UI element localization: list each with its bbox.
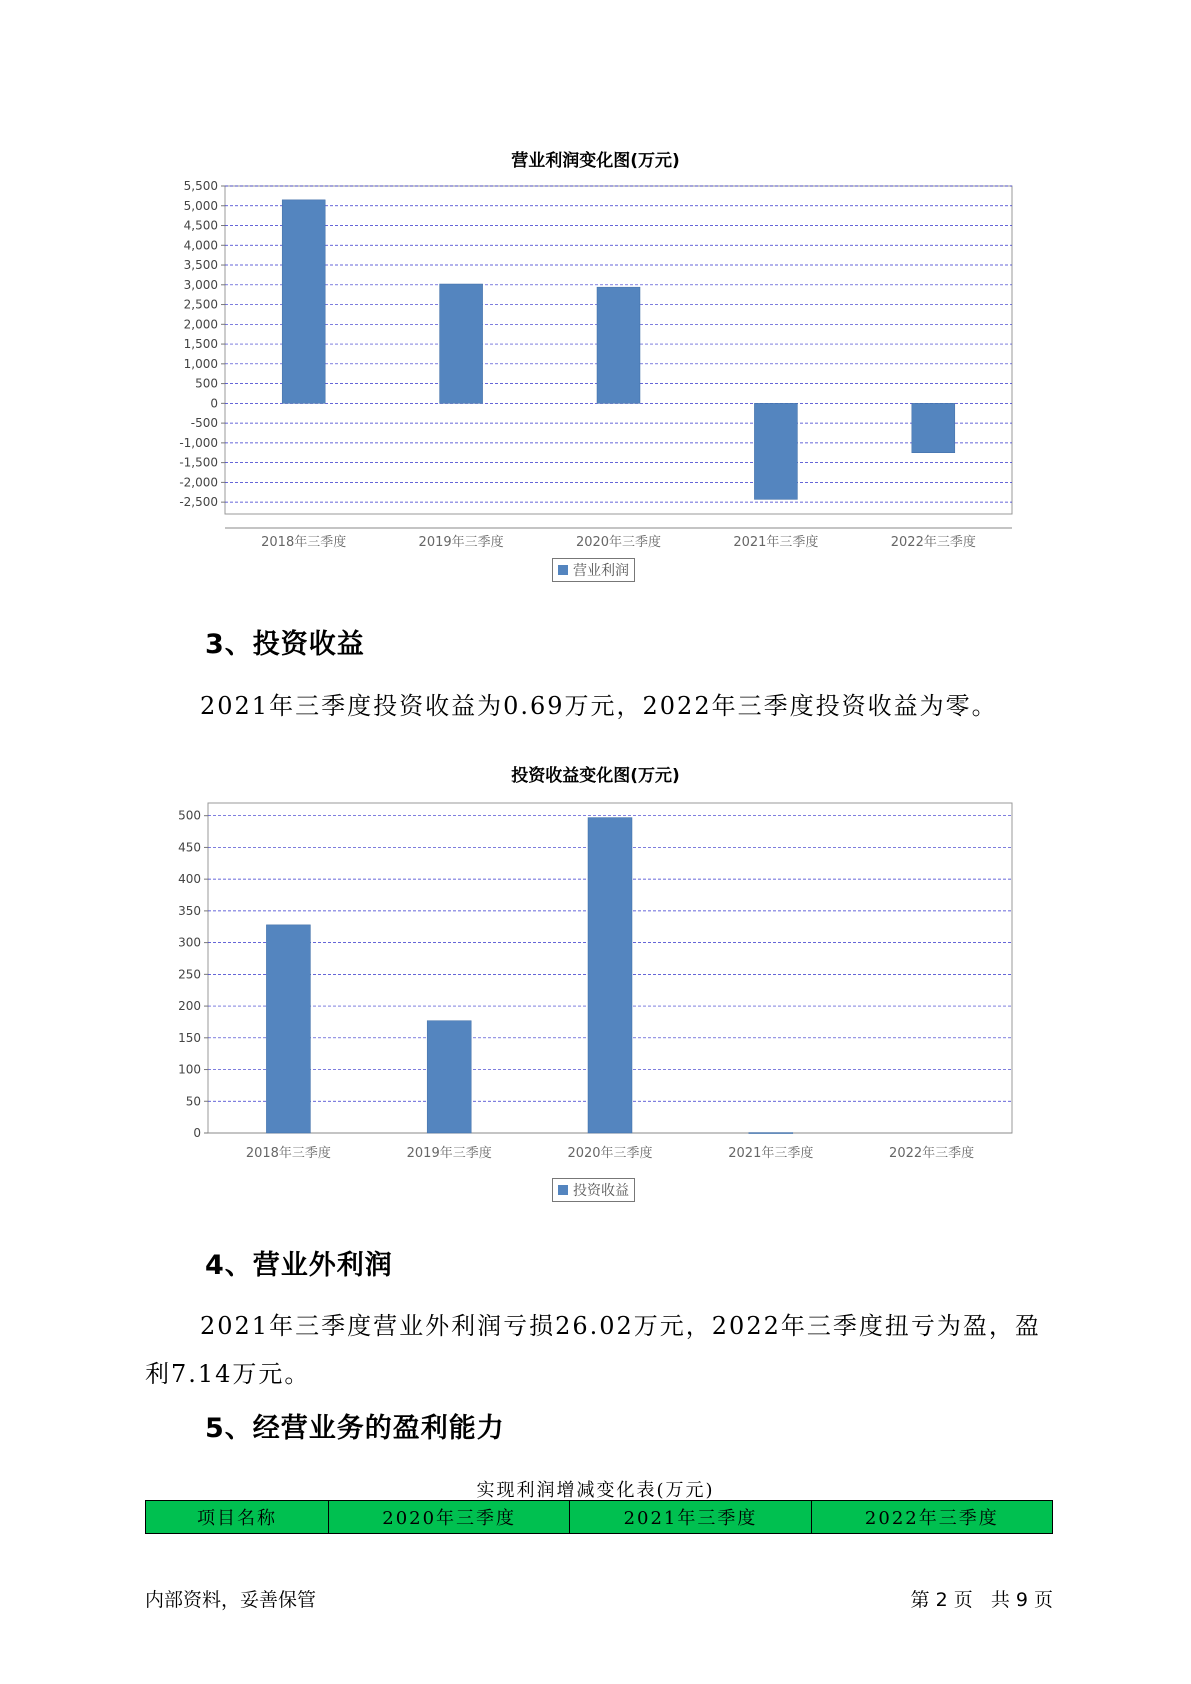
chart1-legend-label: 营业利润 <box>573 563 629 579</box>
chart2-bar-4 <box>749 1133 793 1134</box>
chart2-legend-label: 投资收益 <box>573 1183 629 1199</box>
chart1-y-tick-label: 4,000 <box>183 238 218 253</box>
chart2-y-tick-label: 50 <box>185 1094 201 1109</box>
chart1-y-tick-label: 5,000 <box>183 198 218 213</box>
chart2-y-tick-label: 450 <box>178 840 201 855</box>
chart1-legend-swatch <box>558 565 568 575</box>
chart1-y-tick-label: 500 <box>195 376 218 391</box>
chart2-y-tick-label: 500 <box>178 808 201 823</box>
chart1-category-label: 2019年三季度 <box>418 535 504 550</box>
chart2-legend <box>552 1178 635 1202</box>
chart2-title: 投资收益变化图(万元) <box>511 766 680 786</box>
chart1-y-tick-label: 3,000 <box>183 277 218 292</box>
chart2-legend-swatch <box>558 1185 568 1195</box>
chart1-bar-3 <box>597 287 640 403</box>
chart1-y-tick-label: 4,500 <box>183 218 218 233</box>
table-header-2022q3: 2022年三季度 <box>811 1501 1052 1534</box>
chart2-y-tick-label: 0 <box>193 1126 201 1140</box>
chart2-category-label: 2018年三季度 <box>245 1146 331 1161</box>
chart1-bar-2 <box>440 284 483 403</box>
chart2-category-label: 2020年三季度 <box>567 1146 653 1161</box>
chart2-bar-3 <box>588 818 632 1133</box>
chart2-category-label: 2019年三季度 <box>406 1146 492 1161</box>
table-header-2020q3: 2020年三季度 <box>329 1501 570 1534</box>
footer-confidential: 内部资料，妥善保管 <box>145 1589 317 1611</box>
chart2-y-tick-label: 150 <box>178 1030 201 1045</box>
chart1-category-label: 2022年三季度 <box>890 535 976 550</box>
section3-text: 2021年三季度投资收益为0.69万元，2022年三季度投资收益为零。 <box>200 692 998 720</box>
investment-income-chart <box>0 790 1191 1170</box>
chart2-y-tick-label: 400 <box>178 872 201 887</box>
chart1-y-tick-label: 3,500 <box>183 258 218 273</box>
chart2-bar-2 <box>427 1021 471 1133</box>
chart1-y-tick-label: -2,000 <box>179 475 218 490</box>
chart1-y-tick-label: 2,500 <box>183 297 218 312</box>
chart2-category-label: 2022年三季度 <box>889 1146 975 1161</box>
section5-heading: 5、经营业务的盈利能力 <box>205 1413 505 1444</box>
section4-text: 2021年三季度营业外利润亏损26.02万元，2022年三季度扭亏为盈，盈利7.14万元。 <box>145 1312 1041 1388</box>
section3-heading: 3、投资收益 <box>205 629 365 660</box>
chart1-bar-4 <box>754 403 797 499</box>
chart1-category-label: 2018年三季度 <box>261 535 347 550</box>
chart1-category-label: 2021年三季度 <box>733 535 819 550</box>
chart1-legend <box>552 558 635 582</box>
chart1-category-label: 2020年三季度 <box>575 535 662 550</box>
section4-heading: 4、营业外利润 <box>205 1250 393 1281</box>
chart1-bar-1 <box>282 200 325 404</box>
profit-change-table <box>145 1500 1053 1534</box>
chart1-bar-5 <box>912 403 955 452</box>
chart2-bar-1 <box>266 925 310 1133</box>
footer-page-number: 第 2 页 共 9 页 <box>910 1589 1053 1611</box>
chart2-y-tick-label: 100 <box>178 1062 201 1077</box>
chart2-y-tick-label: 200 <box>178 999 201 1014</box>
chart1-y-tick-label: 1,500 <box>183 337 218 352</box>
table-header-2021q3: 2021年三季度 <box>570 1501 811 1534</box>
chart1-y-tick-label: 0 <box>210 396 218 411</box>
table-header-item-name: 项目名称 <box>146 1501 329 1534</box>
chart2-category-label: 2021年三季度 <box>728 1146 814 1161</box>
chart2-y-tick-label: 300 <box>178 935 201 950</box>
table-header-row <box>146 1501 1053 1534</box>
chart1-y-tick-label: 5,500 <box>183 179 218 193</box>
chart2-y-tick-label: 350 <box>178 903 201 918</box>
table-caption: 实现利润增减变化表(万元) <box>476 1480 715 1501</box>
chart1-y-tick-label: 2,000 <box>183 317 218 332</box>
operating-profit-chart <box>0 170 1191 550</box>
chart2-y-tick-label: 250 <box>178 967 201 982</box>
chart1-y-tick-label: -500 <box>190 416 218 431</box>
chart1-title: 营业利润变化图(万元) <box>511 151 680 171</box>
chart1-y-tick-label: 1,000 <box>183 356 218 371</box>
chart1-y-tick-label: -1,500 <box>179 455 218 470</box>
chart1-y-tick-label: -2,500 <box>179 495 218 510</box>
chart1-y-tick-label: -1,000 <box>179 435 218 450</box>
